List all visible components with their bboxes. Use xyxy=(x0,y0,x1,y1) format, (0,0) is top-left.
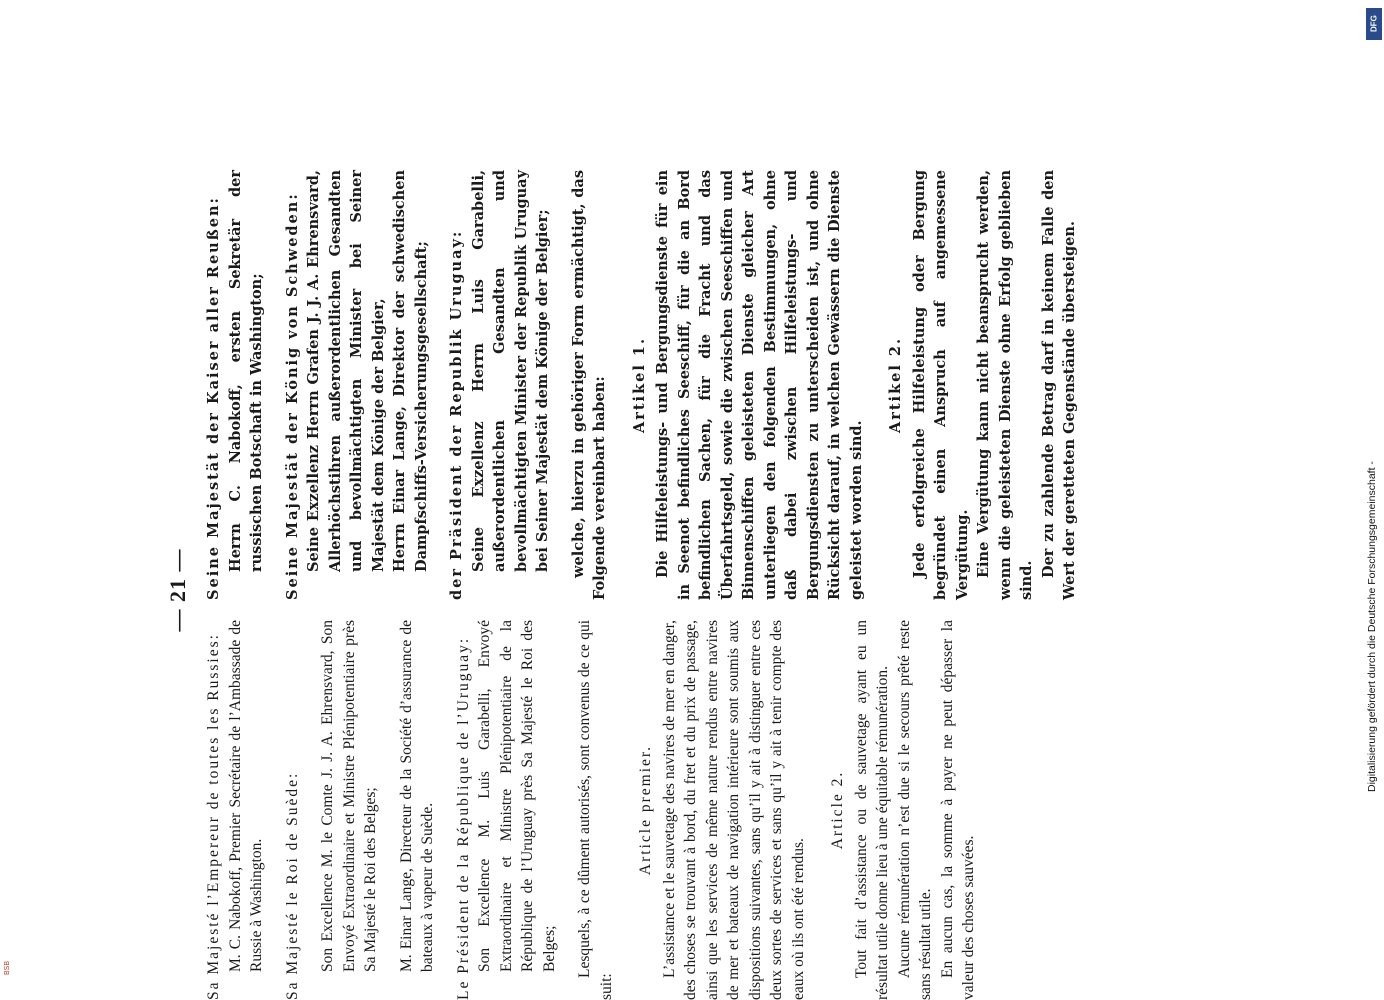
article-2-title: Artikel 2. xyxy=(887,336,904,434)
article-1-title: Article premier. xyxy=(637,744,654,876)
document-page xyxy=(155,100,1255,1000)
closing-clause: welche, hierzu in gehöriger Form ermächtigt, das Folgende vereinbart haben: xyxy=(569,170,608,600)
party-delegate: M. Einar Lange, Directeur de la Société d’assurance de bateaux à vapeur de Suède. xyxy=(397,620,436,972)
bsb-mark: BSB xyxy=(4,960,11,975)
german-column xyxy=(203,170,1081,600)
credit-text: Digitalisierung gefördert durch die Deutsche Forschungsgemeinschaft - xyxy=(1366,461,1378,792)
party-delegate: Herrn Einar Lange, Direktor der schwedischen Dampfschiffs-Versicherungsgesellschaft; xyxy=(391,170,430,572)
digitization-credit xyxy=(1362,10,1384,990)
party-delegate: Herrn C. Nabokoff, ersten Sekretär der russischen Botschaft in Washington; xyxy=(226,170,265,572)
article-2-paragraph: En aucun cas, la somme à payer ne peut dépasser la valeur des choses sauvées. xyxy=(938,620,977,1000)
article-1-title: Artikel 1. xyxy=(630,336,648,434)
french-column xyxy=(203,620,980,1000)
article-2-paragraph: Jede erfolgreiche Hilfeleistung oder Bergung begründet einen Anspruch auf angemessene Vergütung. xyxy=(910,170,971,600)
party-delegate: Son Excellence M. Luis Garabelli, Envoyé Extraordinaire et Ministre Plénipotentiaire de la République de l’Uruguay près Sa Majesté le Roi des Belges; xyxy=(476,620,558,972)
page-header: — 21 — xyxy=(165,548,190,632)
party-heading: Seine Majestät der König von Schweden: xyxy=(283,192,301,600)
party-delegate: Seine Exzellenz Herrn Luis Garabelli, außerordentlichen Gesandten und bevollmächtigten Minister der Republik Uruguay bei Seiner Majestät dem Könige der Belgier; xyxy=(469,170,551,572)
party-heading: Seine Majestät der Kaiser aller Reußen: xyxy=(205,196,222,600)
party-delegate: Son Excellence M. le Comte J. J. A. Ehrensvard, Son Envoyé Extraordinaire et Ministre Plénipotentiaire près Sa Majesté le Roi des Belges; xyxy=(319,620,379,972)
article-2-paragraph: Tout fait d’assistance ou de sauvetage ayant eu un résultat utile donne lieu à une équitable rémunération. xyxy=(852,620,891,1000)
party-heading: Sa Majesté l’Empereur de toutes les Russies: xyxy=(205,633,222,1000)
article-2-paragraph: Aucune rémunération n’est due si le secours prêté reste sans résultat utile. xyxy=(895,620,934,1000)
article-2-paragraph: Der zu zahlende Betrag darf in keinem Falle den Wert der geretteten Gegenstände übersteigen. xyxy=(1039,170,1078,600)
party-delegate: Seine Exzellenz Herrn Grafen J. J. A. Ehrensvard, Allerhöchstihren außerordentlichen Gesandten und bevollmächtigten Minister bei Seiner Majestät dem Könige der Belgier, xyxy=(305,170,387,572)
article-1-text: Die Hilfeleistungs- und Bergungsdienste für ein in Seenot befindliches Seeschiff, für die an Bord befindlichen Sachen, für die Fracht und das Überfahrtsgeld, sowie die zwischen Seeschiffen und Binnenschiffen geleisteten Dienste gleicher Art unterliegen den folgenden Bestimmungen, ohne daß dabei zwischen Hilfeleistungs- und Bergungsdiensten zu unterscheiden ist, und ohne Rücksicht darauf, in welchen Gewässern die Dienste geleistet worden sind. xyxy=(654,170,865,600)
party-heading: der Präsident der Republik Uruguay: xyxy=(448,229,465,600)
party-delegate: M. C. Nabokoff, Premier Secrétaire de l’Ambassade de Russie à Washington. xyxy=(226,620,265,972)
party-heading: Sa Majesté le Roi de Suède: xyxy=(283,771,301,1000)
article-2-title: Article 2. xyxy=(829,770,846,850)
party-heading: Le Président de la République de l’Uruguay: xyxy=(454,636,472,1000)
dfg-logo: DFG xyxy=(1366,8,1382,40)
closing-clause: Lesquels, à ce dûment autorisés, sont convenus de ce qui suit: xyxy=(576,620,615,1000)
article-1-text: L’assistance et le sauvetage des navires de mer en danger, des choses se trouvant à bord, du fret et du prix de passage, ainsi que les services de même nature rendus entre navires de mer et bateaux de navigation intérieure sont soumis aux dispositions suivantes, sans qu’il y ait à distinguer entre ces deux sortes de services et sans qu’il y ait à tenir compte des eaux où ils ont été rendus. xyxy=(660,620,807,1000)
article-2-paragraph: Eine Vergütung kann nicht beansprucht werden, wenn die geleisteten Dienste ohne Erfolg geblieben sind. xyxy=(975,170,1035,600)
